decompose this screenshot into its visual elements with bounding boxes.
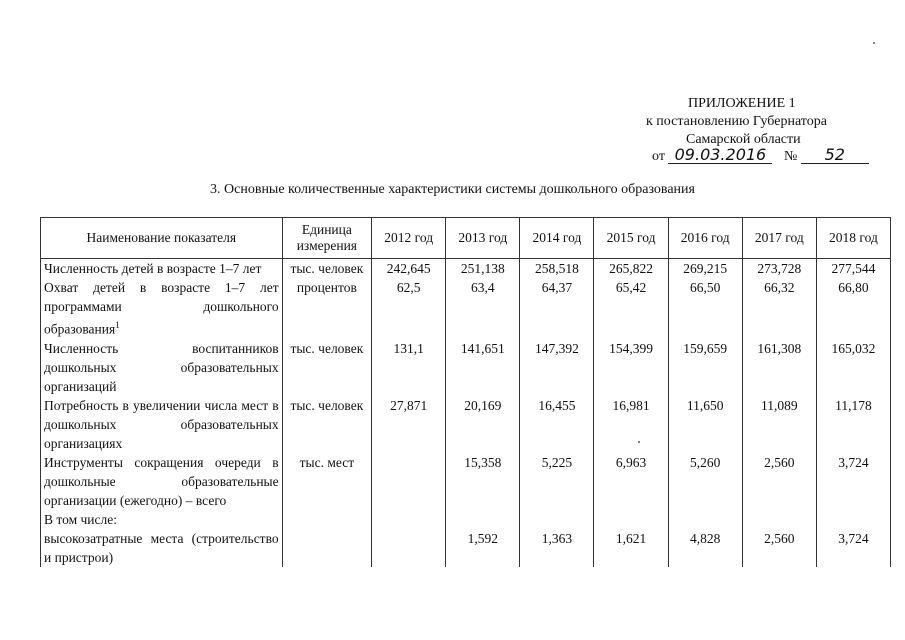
indicators-table <box>40 217 891 567</box>
unit-cell <box>282 510 371 529</box>
value-cell: 165,032 <box>816 339 890 396</box>
indicator-name: Охват детей в возрасте 1–7 лет программами дошкольного образования <box>44 280 279 337</box>
value-cell: 2,560 <box>742 453 816 510</box>
value-cell: 1,592 <box>446 529 520 567</box>
indicator-name: Численность воспитанников дошкольных образовательных организаций <box>44 340 279 394</box>
value-cell: 1,621 <box>594 529 668 567</box>
value-cell: 15,358 <box>446 453 520 510</box>
value-cell: 11,089 <box>742 396 816 453</box>
column-header-year: 2013 год <box>446 218 520 259</box>
value-cell: 5,225 <box>520 453 594 510</box>
table-row <box>41 339 891 396</box>
column-header-name: Наименование показателя <box>41 218 283 259</box>
number-label: № <box>783 149 798 164</box>
value-cell: 258,518 <box>520 259 594 279</box>
value-cell <box>668 510 742 529</box>
value-cell <box>520 510 594 529</box>
unit-cell: процентов <box>282 278 371 339</box>
value-cell: 11,650 <box>668 396 742 453</box>
value-cell <box>816 510 890 529</box>
value-cell: 62,5 <box>372 278 446 339</box>
column-header-year: 2016 год <box>668 218 742 259</box>
value-cell: 2,560 <box>742 529 816 567</box>
value-cell: 20,169 <box>446 396 520 453</box>
value-cell: 5,260 <box>668 453 742 510</box>
indicator-name: Численность детей в возрасте 1–7 лет <box>44 261 262 276</box>
unit-cell: тыс. человек <box>282 339 371 396</box>
value-cell: 273,728 <box>742 259 816 279</box>
column-header-year: 2014 год <box>520 218 594 259</box>
value-cell: 66,80 <box>816 278 890 339</box>
value-cell: 4,828 <box>668 529 742 567</box>
column-header-year: 2012 год <box>372 218 446 259</box>
value-cell: 141,651 <box>446 339 520 396</box>
indicator-name-cell <box>41 529 283 567</box>
resolution-line: к постановлению Губернатора <box>646 114 827 129</box>
value-cell: 147,392 <box>520 339 594 396</box>
value-cell: 16,455 <box>520 396 594 453</box>
value-cell: 277,544 <box>816 259 890 279</box>
column-header-year: 2015 год <box>594 218 668 259</box>
unit-cell: тыс. человек <box>282 259 371 279</box>
number-field: 52 <box>801 147 869 164</box>
indicator-name: Инструменты сокращения очереди в дошкольные образовательные организации (ежегодно) – всего <box>44 454 279 508</box>
value-cell: 64,37 <box>520 278 594 339</box>
value-cell: 265,822 <box>594 259 668 279</box>
indicator-name: В том числе: <box>44 511 117 527</box>
value-cell: 66,32 <box>742 278 816 339</box>
scan-speck <box>638 441 640 443</box>
value-cell: 3,724 <box>816 529 890 567</box>
value-cell <box>372 510 446 529</box>
unit-cell <box>282 529 371 567</box>
value-cell <box>742 510 816 529</box>
appendix-title: ПРИЛОЖЕНИЕ 1 <box>688 96 796 111</box>
date-field: 09.03.2016 <box>668 147 772 164</box>
indicator-name: Потребность в увеличении числа мест в дошкольных образовательных организациях <box>44 397 279 451</box>
indicator-name-cell <box>41 339 283 396</box>
value-cell: 66,50 <box>668 278 742 339</box>
from-label: от <box>652 149 665 164</box>
value-cell: 27,871 <box>372 396 446 453</box>
value-cell: 1,363 <box>520 529 594 567</box>
table-row <box>41 510 891 529</box>
footnote-marker: 1 <box>115 320 120 330</box>
table-header-row <box>41 218 891 259</box>
value-cell: 63,4 <box>446 278 520 339</box>
value-cell: 3,724 <box>816 453 890 510</box>
value-cell <box>594 510 668 529</box>
value-cell: 65,42 <box>594 278 668 339</box>
value-cell <box>446 510 520 529</box>
table-row <box>41 529 891 567</box>
value-cell: 154,399 <box>594 339 668 396</box>
table-row <box>41 396 891 453</box>
indicator-name-cell <box>41 510 283 529</box>
column-header-year: 2018 год <box>816 218 890 259</box>
table-row <box>41 453 891 510</box>
unit-cell: тыс. мест <box>282 453 371 510</box>
column-header-year: 2017 год <box>742 218 816 259</box>
value-cell: 159,659 <box>668 339 742 396</box>
region-line: Самарской области <box>686 132 801 147</box>
value-cell: 161,308 <box>742 339 816 396</box>
value-cell: 242,645 <box>372 259 446 279</box>
section-title: 3. Основные количественные характеристики системы дошкольного образования <box>210 182 695 197</box>
value-cell: 269,215 <box>668 259 742 279</box>
indicator-name: высокозатратные места (строительство и пристрои) <box>44 530 279 565</box>
table-row <box>41 259 891 279</box>
value-cell: 251,138 <box>446 259 520 279</box>
unit-cell: тыс. человек <box>282 396 371 453</box>
value-cell: 11,178 <box>816 396 890 453</box>
indicator-name-cell <box>41 453 283 510</box>
indicator-name-cell <box>41 278 283 339</box>
value-cell <box>372 453 446 510</box>
indicator-name-cell <box>41 259 283 279</box>
scan-speck <box>873 42 875 44</box>
value-cell <box>372 529 446 567</box>
value-cell: 16,981 <box>594 396 668 453</box>
indicator-name-cell <box>41 396 283 453</box>
table-row <box>41 278 891 339</box>
date-number-line <box>652 147 869 165</box>
value-cell: 131,1 <box>372 339 446 396</box>
value-cell: 6,963 <box>594 453 668 510</box>
column-header-unit: Единица измерения <box>282 218 371 259</box>
